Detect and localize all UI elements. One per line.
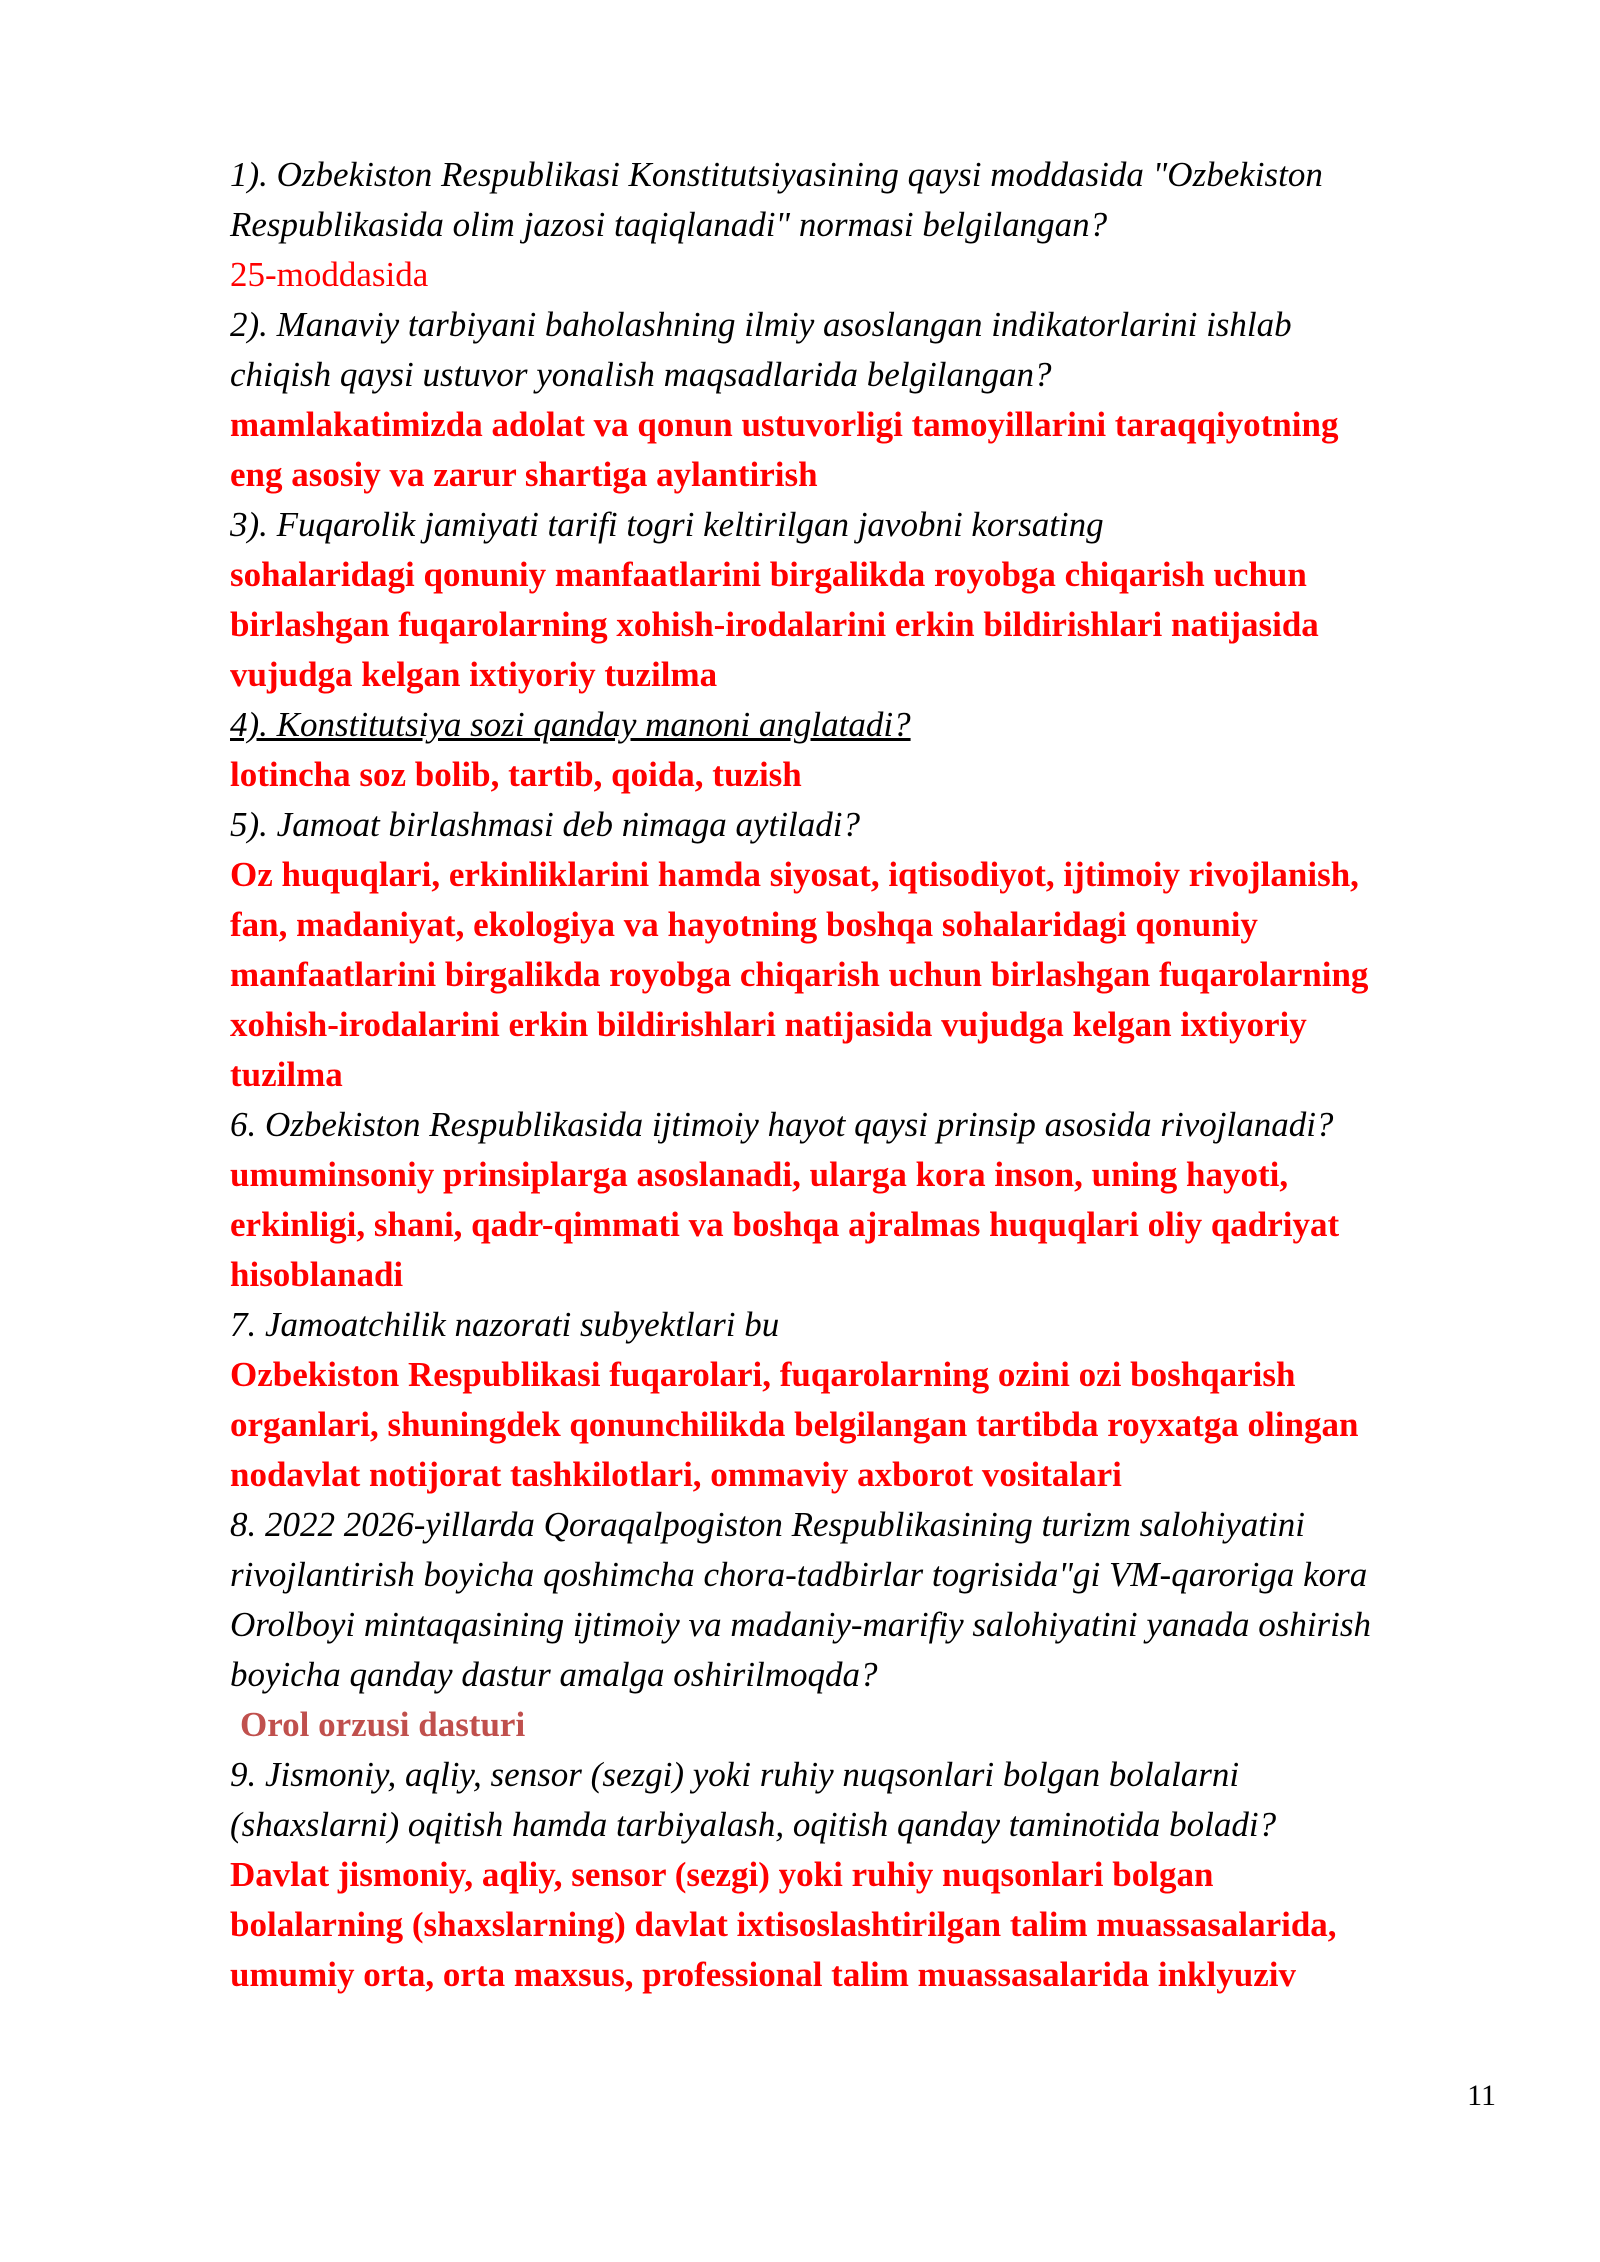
answer-line: 25-moddasida	[230, 255, 429, 294]
answer-line: lotincha soz bolib, tartib, qoida, tuzish	[230, 755, 802, 794]
question-line: 1). Ozbekiston Respublikasi Konstitutsiyasining qaysi moddasida "Ozbekiston	[230, 155, 1323, 194]
question-line: 6. Ozbekiston Respublikasida ijtimoiy hayot qaysi prinsip asosida rivojlanadi?	[230, 1105, 1334, 1144]
answer-line: vujudga kelgan ixtiyoriy tuzilma	[230, 655, 718, 694]
question-line: 5). Jamoat birlashmasi deb nimaga aytiladi?	[230, 805, 860, 844]
answer-line: tuzilma	[230, 1055, 343, 1094]
question-line: 7. Jamoatchilik nazorati subyektlari bu	[230, 1305, 780, 1344]
question-line: 9. Jismoniy, aqliy, sensor (sezgi) yoki ruhiy nuqsonlari bolgan bolalarni	[230, 1755, 1240, 1794]
question-line: Respublikasida olim jazosi taqiqlanadi" normasi belgilangan?	[230, 205, 1108, 244]
answer-line: manfaatlarini birgalikda royobga chiqarish uchun birlashgan fuqarolarning	[230, 955, 1369, 994]
question-line: 8. 2022 2026-yillarda Qoraqalpogiston Respublikasining turizm salohiyatini	[230, 1505, 1305, 1544]
answer-line: umuminsoniy prinsiplarga asoslanadi, ularga kora inson, uning hayoti,	[230, 1155, 1289, 1194]
page-number: 11	[1467, 2079, 1496, 2112]
question-line: boyicha qanday dastur amalga oshirilmoqda?	[230, 1655, 878, 1694]
answer-line: birlashgan fuqarolarning xohish-irodalarini erkin bildirishlari natijasida	[230, 605, 1319, 644]
answer-line: erkinligi, shani, qadr-qimmati va boshqa ajralmas huquqlari oliy qadriyat	[230, 1205, 1340, 1244]
answer-line: Oz huquqlari, erkinliklarini hamda siyosat, iqtisodiyot, ijtimoiy rivojlanish,	[230, 855, 1359, 894]
question-line: Orolboyi mintaqasining ijtimoiy va madaniy-marifiy salohiyatini yanada oshirish	[230, 1605, 1372, 1644]
answer-line: bolalarning (shaxslarning) davlat ixtisoslashtirilgan talim muassasalarida,	[230, 1905, 1337, 1944]
question-line: 4). Konstitutsiya sozi qanday manoni anglatadi?	[230, 705, 911, 744]
answer-line: mamlakatimizda adolat va qonun ustuvorligi tamoyillarini taraqqiyotning	[230, 405, 1339, 444]
answer-line: sohalaridagi qonuniy manfaatlarini birgalikda royobga chiqarish uchun	[230, 555, 1307, 594]
question-line: rivojlantirish boyicha qoshimcha chora-tadbirlar togrisida"gi VM-qaroriga kora	[230, 1555, 1368, 1594]
answer-line: hisoblanadi	[230, 1255, 404, 1294]
answer-line: organlari, shuningdek qonunchilikda belgilangan tartibda royxatga olingan	[230, 1405, 1359, 1444]
question-line: 2). Manaviy tarbiyani baholashning ilmiy asoslangan indikatorlarini ishlab	[230, 305, 1292, 344]
answer-line: Orol orzusi dasturi	[240, 1705, 526, 1744]
answer-line: fan, madaniyat, ekologiya va hayotning boshqa sohalaridagi qonuniy	[230, 905, 1258, 944]
question-line: chiqish qaysi ustuvor yonalish maqsadlarida belgilangan?	[230, 355, 1052, 394]
answer-line: xohish-irodalarini erkin bildirishlari natijasida vujudga kelgan ixtiyoriy	[230, 1005, 1307, 1044]
question-line: 3). Fuqarolik jamiyati tarifi togri keltirilgan javobni korsating	[230, 505, 1104, 544]
answer-line: Ozbekiston Respublikasi fuqarolari, fuqarolarning ozini ozi boshqarish	[230, 1355, 1296, 1394]
answer-line: eng asosiy va zarur shartiga aylantirish	[230, 455, 818, 494]
question-line: (shaxslarni) oqitish hamda tarbiyalash, oqitish qanday taminotida boladi?	[230, 1805, 1277, 1844]
document-body	[230, 150, 1480, 2000]
answer-line: nodavlat notijorat tashkilotlari, ommaviy axborot vositalari	[230, 1455, 1122, 1494]
answer-line: umumiy orta, orta maxsus, professional talim muassasalarida inklyuziv	[230, 1955, 1296, 1994]
answer-line: Davlat jismoniy, aqliy, sensor (sezgi) yoki ruhiy nuqsonlari bolgan	[230, 1855, 1214, 1894]
